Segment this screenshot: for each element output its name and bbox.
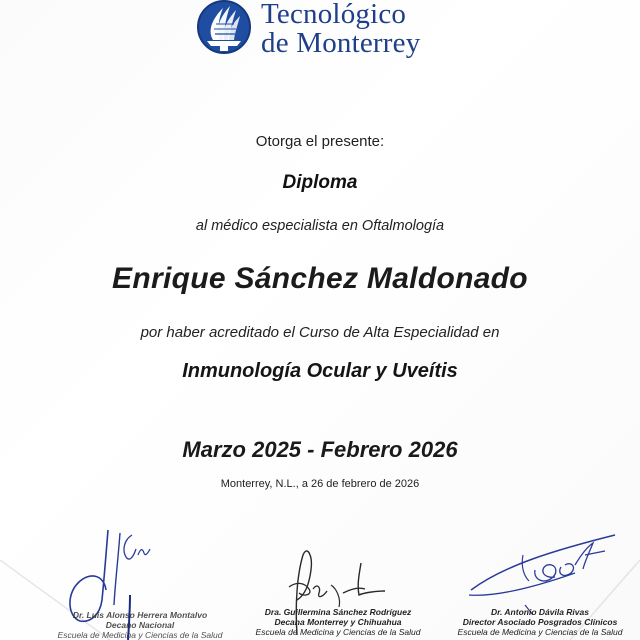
torch-flame-emblem-icon — [193, 0, 255, 55]
course-name: Inmunología Ocular y Uveítis — [182, 360, 458, 382]
signatory-name: Dr. Luis Alonso Herrera Montalvo — [72, 610, 208, 620]
signatory-2 — [238, 607, 438, 637]
signature-3-stroke — [465, 525, 625, 615]
signatory-title: Director Asociado Posgrados Clínicos — [462, 617, 618, 627]
intro-text: Otorga el presente: — [255, 133, 385, 150]
recipient-role: al médico especialista en Oftalmología — [195, 218, 445, 234]
signatory-name: Dra. Guillermina Sánchez Rodríguez — [264, 607, 412, 617]
place-and-date: Monterrey, N.L., a 26 de febrero de 2026 — [220, 478, 420, 490]
recipient-name: Enrique Sánchez Maldonado — [112, 262, 528, 295]
institution-name-line2: de Monterrey — [261, 27, 421, 59]
signatory-school: Escuela de Medicina y Ciencias de la Salud — [57, 630, 223, 640]
document-title: Diploma — [282, 172, 358, 193]
course-period: Marzo 2025 - Febrero 2026 — [182, 437, 458, 462]
signatory-name: Dr. Antonio Dávila Rivas — [491, 607, 589, 617]
signatory-school: Escuela de Medicina y Ciencias de la Salud — [457, 627, 623, 637]
signatory-title: Decano Nacional — [105, 620, 175, 630]
institution-name — [261, 0, 420, 58]
signatory-1 — [40, 610, 240, 640]
signatory-title: Decana Monterrey y Chihuahua — [274, 617, 402, 627]
signatory-3 — [440, 607, 640, 637]
institution-logo — [193, 0, 453, 62]
signatory-school: Escuela de Medicina y Ciencias de la Salud — [255, 627, 421, 637]
award-reason: por haber acreditado el Curso de Alta Especialidad en — [140, 324, 500, 341]
institution-name-line1: Tecnológico — [261, 0, 407, 30]
